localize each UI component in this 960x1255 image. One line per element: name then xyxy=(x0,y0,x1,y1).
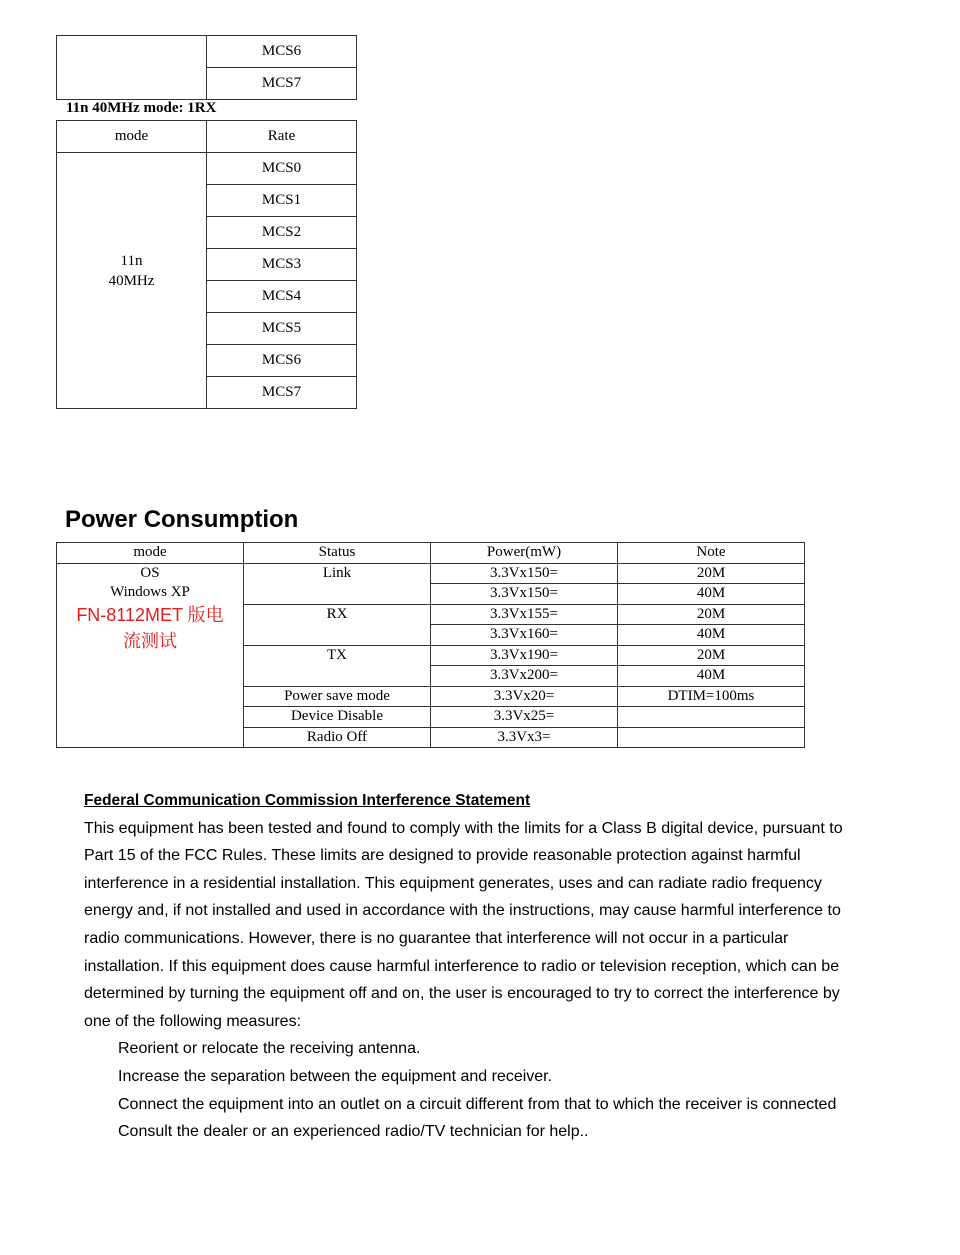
list-item: Consult the dealer or an experienced radio/TV technician for help.. xyxy=(118,1123,589,1141)
rate-cell: MCS5 xyxy=(207,313,357,345)
mcs-rate-table xyxy=(56,120,357,409)
rate-cell: MCS1 xyxy=(207,185,357,217)
note-cell: 40M xyxy=(618,584,805,605)
paragraph-line: This equipment has been tested and found to comply with the limits for a Class B digital device, pursuant to xyxy=(84,819,843,837)
note-cell: 20M xyxy=(618,604,805,625)
list-item: Connect the equipment into an outlet on a circuit different from that to which the receiver is connected xyxy=(118,1095,837,1113)
header-note: Note xyxy=(618,543,805,564)
header-power: Power(mW) xyxy=(431,543,618,564)
status-cell: RX xyxy=(244,604,431,645)
header-mode: mode xyxy=(57,121,207,153)
rate-cell: MCS6 xyxy=(207,36,357,68)
rate-cell: MCS7 xyxy=(207,377,357,409)
rate-cell: MCS3 xyxy=(207,249,357,281)
table-row xyxy=(57,153,357,185)
empty-mode-cell xyxy=(57,36,207,100)
power-cell: 3.3Vx200= xyxy=(431,666,618,687)
fcc-statement xyxy=(84,787,904,1146)
rate-cell: MCS7 xyxy=(207,68,357,100)
status-cell: Device Disable xyxy=(244,707,431,728)
power-cell: 3.3Vx160= xyxy=(431,625,618,646)
status-cell: Power save mode xyxy=(244,686,431,707)
rate-cell: MCS2 xyxy=(207,217,357,249)
mode-line-2: 40MHz xyxy=(108,273,155,289)
mcs-continuation-table xyxy=(56,35,357,100)
note-cell: DTIM=100ms xyxy=(618,686,805,707)
rate-cell: MCS0 xyxy=(207,153,357,185)
red-annotation-line-1: FN-8112MET 版电 xyxy=(76,604,224,625)
note-cell: 20M xyxy=(618,645,805,666)
power-cell: 3.3Vx150= xyxy=(431,563,618,584)
power-cell: 3.3Vx190= xyxy=(431,645,618,666)
list-item: Reorient or relocate the receiving antenna. xyxy=(118,1040,421,1058)
fcc-heading: Federal Communication Commission Interference Statement xyxy=(84,792,531,809)
power-cell: 3.3Vx3= xyxy=(431,727,618,748)
table-row xyxy=(57,36,357,68)
list-item: Increase the separation between the equipment and receiver. xyxy=(118,1067,553,1085)
red-annotation xyxy=(57,602,243,654)
table-row xyxy=(57,563,805,584)
power-consumption-title: Power Consumption xyxy=(65,506,299,533)
power-cell: 3.3Vx155= xyxy=(431,604,618,625)
section-label: 11n 40MHz mode: 1RX xyxy=(66,100,217,116)
paragraph-line: radio communications. However, there is no guarantee that interference will not occur in a particular xyxy=(84,929,789,947)
status-cell: Link xyxy=(244,563,431,604)
note-cell: 20M xyxy=(618,563,805,584)
paragraph-line: determined by turning the equipment off and on, the user is encouraged to try to correct the interference by xyxy=(84,985,840,1003)
power-cell: 3.3Vx150= xyxy=(431,584,618,605)
paragraph-line: energy and, if not installed and used in accordance with the instructions, may cause harmful interference to xyxy=(84,902,841,920)
measures-list xyxy=(84,1035,904,1145)
mode-line-1: 11n xyxy=(120,253,143,269)
header-rate: Rate xyxy=(207,121,357,153)
power-consumption-table xyxy=(56,542,805,748)
status-cell: Radio Off xyxy=(244,727,431,748)
paragraph-line: installation. If this equipment does cause harmful interference to radio or television reception, which can be xyxy=(84,957,840,975)
mode-cell xyxy=(57,563,244,748)
power-cell: 3.3Vx20= xyxy=(431,686,618,707)
status-cell: TX xyxy=(244,645,431,686)
paragraph-line: Part 15 of the FCC Rules. These limits are designed to provide reasonable protection against harmful xyxy=(84,847,801,865)
note-cell: 40M xyxy=(618,625,805,646)
fcc-paragraph xyxy=(84,815,904,1036)
header-mode: mode xyxy=(57,543,244,564)
power-cell: 3.3Vx25= xyxy=(431,707,618,728)
note-cell: 40M xyxy=(618,666,805,687)
table-header-row xyxy=(57,543,805,564)
mode-os: OS xyxy=(140,564,160,581)
note-cell xyxy=(618,707,805,728)
header-status: Status xyxy=(244,543,431,564)
rate-cell: MCS4 xyxy=(207,281,357,313)
mode-windows: Windows XP xyxy=(110,583,190,600)
mode-cell xyxy=(57,153,207,409)
paragraph-line: interference in a residential installation. This equipment generates, uses and can radiate radio frequency xyxy=(84,874,822,892)
paragraph-line: one of the following measures: xyxy=(84,1012,302,1030)
rate-cell: MCS6 xyxy=(207,345,357,377)
table-header-row xyxy=(57,121,357,153)
note-cell xyxy=(618,727,805,748)
red-annotation-line-2: 流测试 xyxy=(123,630,177,651)
